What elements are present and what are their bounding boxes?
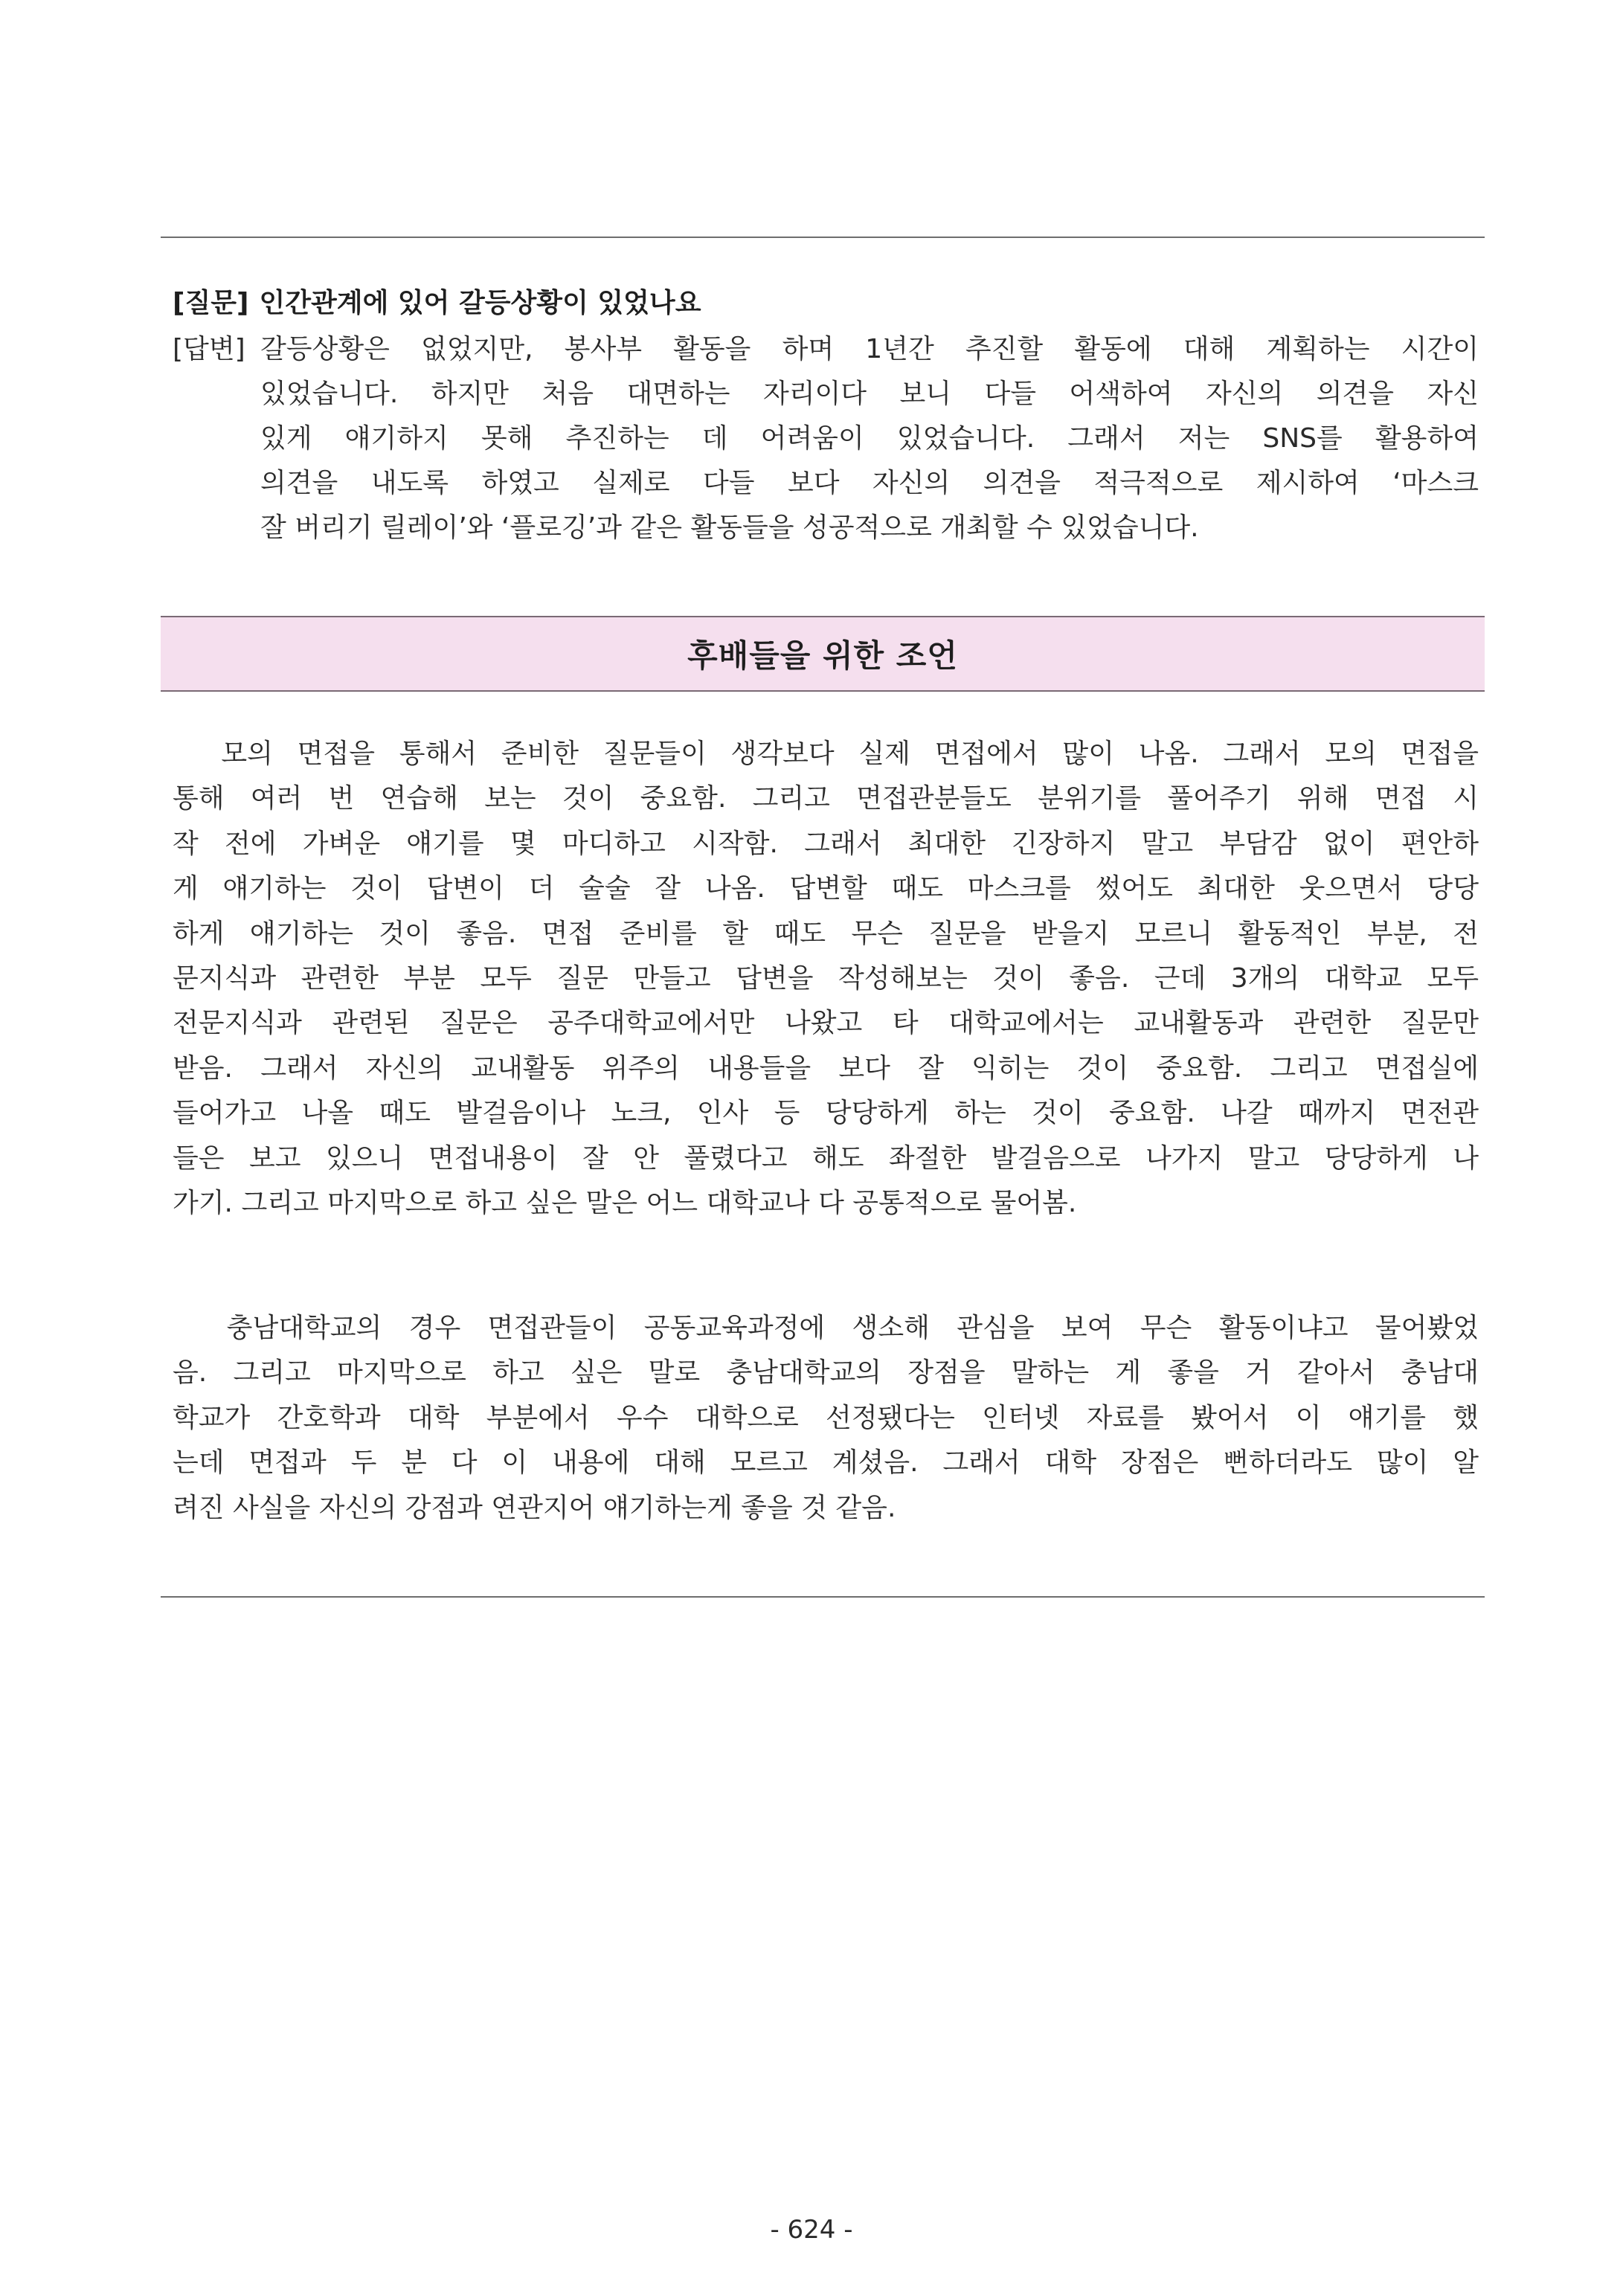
page-number: - 624 - (770, 2215, 853, 2245)
bottom-divider (161, 1596, 1485, 1598)
paragraph-line: 게 얘기하는 것이 답변이 더 술술 잘 나옴. 답변할 때도 마스크를 썼어도 최대한 웃으면서 당당 (173, 873, 1479, 904)
advice-paragraph-1 (173, 732, 1479, 1226)
paragraph-line: 하게 얘기하는 것이 좋음. 면접 준비를 할 때도 무슨 질문을 받을지 모르니 활동적인 부분, 전 (173, 918, 1479, 949)
answer (173, 327, 1479, 550)
paragraph-line: 학교가 간호학과 대학 부분에서 우수 대학으로 선정됐다는 인터넷 자료를 봤어서 이 얘기를 했 (173, 1402, 1479, 1433)
answer-tag: [답변] (173, 334, 245, 364)
paragraph-line: 문지식과 관련한 부분 모두 질문 만들고 답변을 작성해보는 것이 좋음. 근데 3개의 대학교 모두 (173, 963, 1479, 994)
section-header (161, 616, 1485, 692)
paragraph-line: 받음. 그래서 자신의 교내활동 위주의 내용들을 보다 잘 익히는 것이 중요함. 그리고 면접실에 (173, 1052, 1479, 1084)
answer-line: 의견을 내도록 하였고 실제로 다들 보다 자신의 의견을 적극적으로 제시하여 ‘마스크 (260, 468, 1479, 498)
paragraph-line: 전문지식과 관련된 질문은 공주대학교에서만 나왔고 타 대학교에서는 교내활동과 관련한 질문만 (173, 1008, 1479, 1039)
question-text: 인간관계에 있어 갈등상황이 있었나요 (259, 288, 701, 318)
answer-line: 있게 얘기하지 못해 추진하는 데 어려움이 있었습니다. 그래서 저는 SNS를 활용하여 (260, 423, 1479, 454)
answer-line: 있었습니다. 하지만 처음 대면하는 자리이다 보니 다들 어색하여 자신의 의견을 자신 (260, 379, 1479, 409)
paragraph-line: 통해 여러 번 연습해 보는 것이 중요함. 그리고 면접관분들도 분위기를 풀어주기 위해 면접 시 (173, 783, 1479, 814)
qa-block (173, 281, 1479, 550)
question-tag: [질문] (173, 288, 249, 318)
top-divider (161, 237, 1485, 238)
advice-paragraph-2 (173, 1306, 1479, 1531)
paragraph-line: 가기. 그리고 마지막으로 하고 싶은 말은 어느 대학교나 다 공통적으로 물어봄. (173, 1188, 1077, 1219)
paragraph-line: 모의 면접을 통해서 준비한 질문들이 생각보다 실제 면접에서 많이 나옴. 그래서 모의 면접을 (173, 739, 1479, 769)
paragraph-line: 작 전에 가벼운 얘기를 몇 마디하고 시작함. 그래서 최대한 긴장하지 말고 부담감 없이 편안하 (173, 828, 1479, 859)
paragraph-line: 려진 사실을 자신의 강점과 연관지어 얘기하는게 좋을 것 같음. (173, 1492, 896, 1523)
paragraph-line: 음. 그리고 마지막으로 하고 싶은 말로 충남대학교의 장점을 말하는 게 좋을 거 같아서 충남대 (173, 1357, 1479, 1389)
paragraph-line: 는데 면접과 두 분 다 이 내용에 대해 모르고 계셨음. 그래서 대학 장점은 뻔하더라도 많이 알 (173, 1447, 1479, 1479)
paragraph-line: 충남대학교의 경우 면접관들이 공동교육과정에 생소해 관심을 보여 무슨 활동이냐고 물어봤었 (173, 1313, 1479, 1343)
section-title: 후배들을 위한 조언 (687, 637, 958, 674)
answer-line: 갈등상황은 없었지만, 봉사부 활동을 하며 1년간 추진할 활동에 대해 계획하는 시간이 (260, 334, 1479, 364)
paragraph-line: 들어가고 나올 때도 발걸음이나 노크, 인사 등 당당하게 하는 것이 중요함. 나갈 때까지 면전관 (173, 1098, 1479, 1129)
paragraph-line: 들은 보고 있으니 면접내용이 잘 안 풀렸다고 해도 좌절한 발걸음으로 나가지 말고 당당하게 나 (173, 1142, 1479, 1174)
answer-body (260, 327, 1479, 550)
question (173, 281, 1479, 326)
answer-line: 잘 버리기 릴레이’와 ‘플로깅’과 같은 활동들을 성공적으로 개최할 수 있었습니다. (260, 512, 1199, 543)
